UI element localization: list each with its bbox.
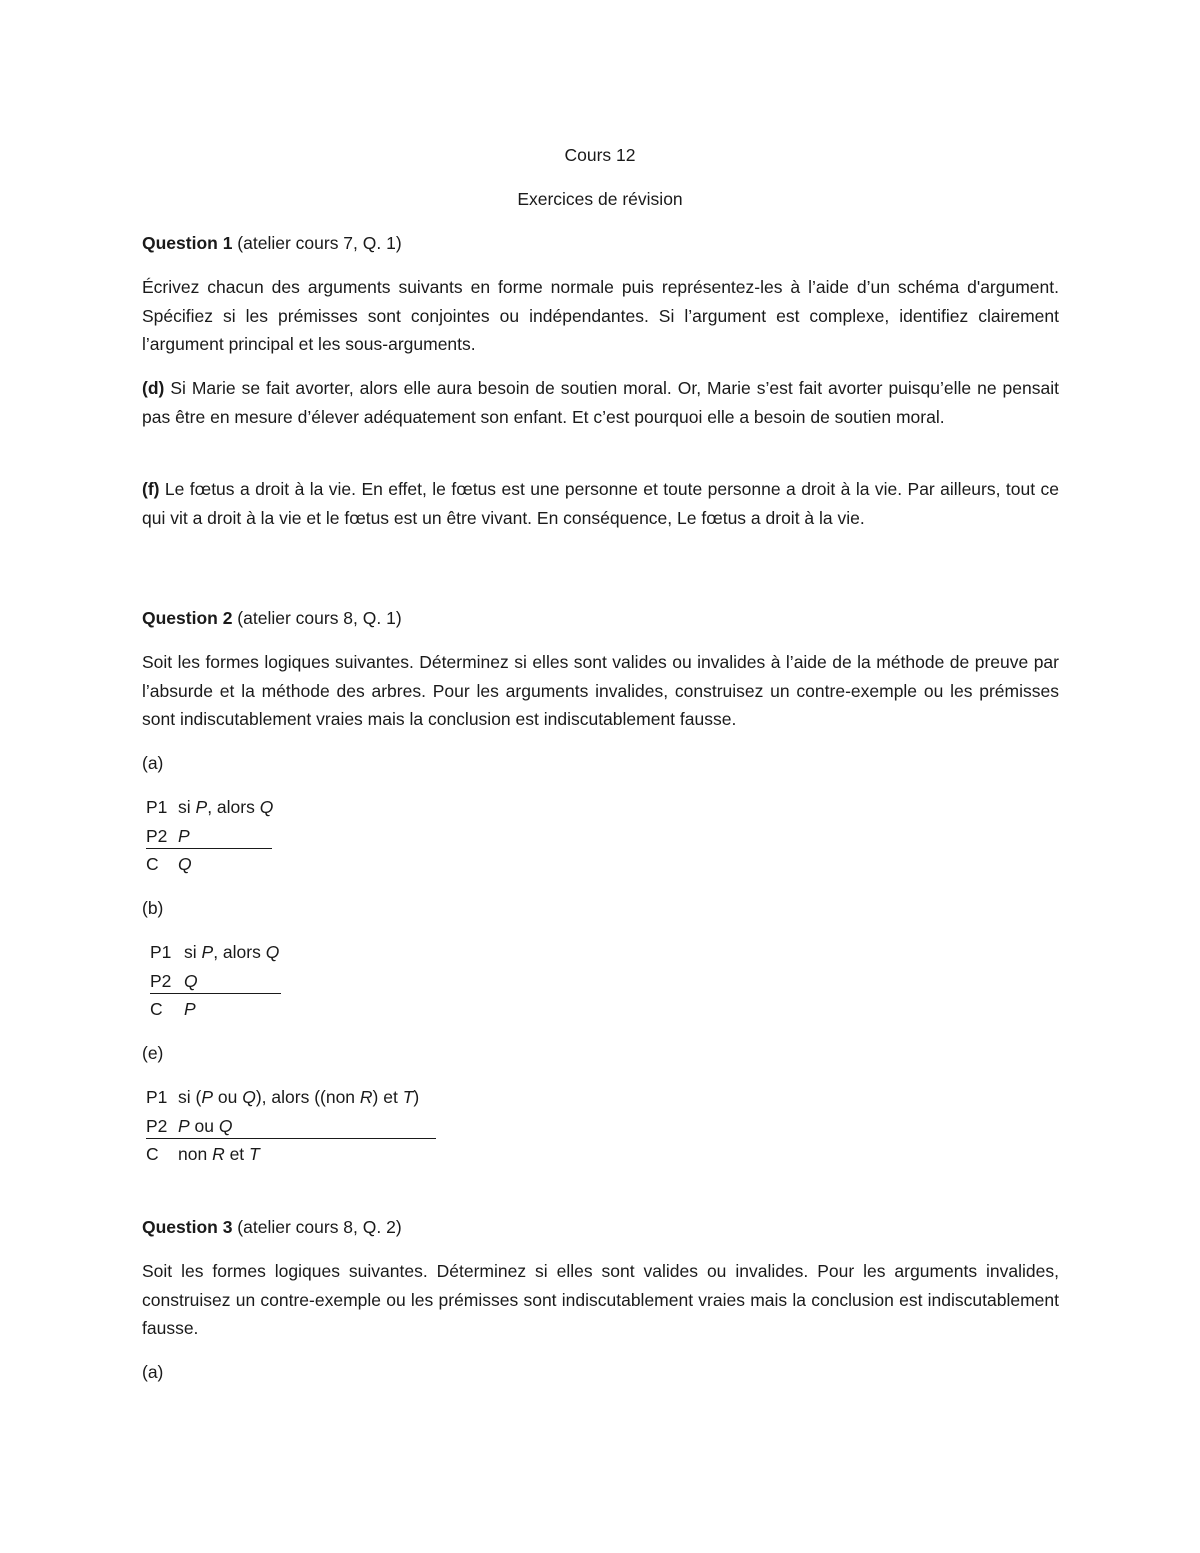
p1-word: ) et bbox=[372, 1087, 403, 1107]
q1-heading-line bbox=[142, 229, 402, 258]
q2-heading: Question 2 bbox=[142, 608, 233, 628]
q1-item-f-label: (f) bbox=[142, 479, 160, 499]
q2-argument-a bbox=[146, 793, 274, 879]
q2-item-e-label: (e) bbox=[142, 1043, 164, 1063]
conclusion-row bbox=[146, 1140, 438, 1169]
p1-word: ) bbox=[413, 1087, 420, 1107]
q3-heading: Question 3 bbox=[142, 1217, 233, 1237]
document-title: Cours 12 bbox=[564, 145, 636, 165]
q3-item-a-label: (a) bbox=[142, 1362, 164, 1382]
p1-var-q: Q bbox=[259, 797, 274, 817]
p1-var-p: P bbox=[201, 942, 214, 962]
q1-instructions: Écrivez chacun des arguments suivants en forme normale puis représentez-les à l’aide d’un schéma d'argument. Spécifiez si les prémisses sont conjointes ou indépendantes. Si l’argument est complexe, identifiez clairement l’argument principal et les sous-arguments. bbox=[142, 277, 1059, 354]
q2-heading-line bbox=[142, 604, 402, 633]
p1-var-q: Q bbox=[265, 942, 280, 962]
q1-item-d-text: Si Marie se fait avorter, alors elle aura besoin de soutien moral. Or, Marie s’est fait avorter puisqu’elle ne pensait pas être en mesure d’élever adéquatement son enfant. Et c’est pourquoi elle a besoin de soutien moral. bbox=[142, 378, 1059, 427]
p2-var-p: P bbox=[178, 1115, 190, 1136]
premise-1-row bbox=[146, 793, 274, 822]
conclusion-label: C bbox=[146, 854, 159, 874]
q2-instructions: Soit les formes logiques suivantes. Déterminez si elles sont valides ou invalides à l’aide de la méthode de preuve par l’absurde et la méthode des arbres. Pour les arguments invalides, construisez un contre-exemple ou les prémisses sont indiscutablement vraies mais la conclusion est indiscutablement fausse. bbox=[142, 652, 1059, 729]
q2-item-a-label: (a) bbox=[142, 753, 164, 773]
p1-word: si bbox=[184, 942, 202, 962]
premise-1-row bbox=[150, 938, 282, 967]
p1-word: si bbox=[178, 797, 196, 817]
c-var-r: R bbox=[212, 1144, 225, 1164]
conclusion-text: Q bbox=[178, 854, 192, 874]
q1-item-f-text: Le fœtus a droit à la vie. En effet, le fœtus est une personne et toute personne a droit à la vie. Par ailleurs, tout ce qui vit a droit à la vie et le fœtus est un être vivant. En conséquence, Le fœtus a droit à la vie. bbox=[142, 479, 1059, 528]
premise-1-row bbox=[146, 1083, 438, 1112]
p1-word: , alors bbox=[213, 942, 266, 962]
q1-reference: (atelier cours 7, Q. 1) bbox=[232, 233, 402, 253]
premise-2-text: Q bbox=[184, 970, 198, 991]
conclusion-label: C bbox=[146, 1144, 159, 1164]
q1-item-d-label: (d) bbox=[142, 378, 165, 398]
conclusion-rule bbox=[150, 993, 281, 994]
p1-word: ou bbox=[213, 1087, 243, 1107]
p1-var-p: P bbox=[201, 1087, 214, 1107]
p2-var-q: Q bbox=[218, 1115, 233, 1136]
q1-item-f bbox=[142, 475, 1059, 532]
c-word: et bbox=[224, 1144, 250, 1164]
conclusion-row bbox=[150, 995, 282, 1024]
c-word: non bbox=[178, 1144, 213, 1164]
q2-argument-b bbox=[150, 938, 282, 1024]
premise-1-text bbox=[178, 793, 273, 822]
conclusion-label: C bbox=[150, 999, 163, 1019]
premise-1-label: P1 bbox=[150, 942, 172, 962]
q3-instructions: Soit les formes logiques suivantes. Déterminez si elles sont valides ou invalides. Pour les arguments invalides, construisez un contre-exemple ou les prémisses sont indiscutablement vraies mais la conclusion est indiscutablement fausse. bbox=[142, 1261, 1059, 1338]
p1-var-t: T bbox=[402, 1087, 414, 1107]
q3-reference: (atelier cours 8, Q. 2) bbox=[232, 1217, 402, 1237]
premise-1-label: P1 bbox=[146, 1087, 168, 1107]
conclusion-rule bbox=[146, 1138, 436, 1139]
premise-1-text bbox=[178, 1083, 419, 1112]
premise-2-label: P2 bbox=[146, 1115, 168, 1136]
q3-heading-line bbox=[142, 1213, 402, 1242]
p2-word: ou bbox=[189, 1115, 219, 1136]
p1-word: ), alors ((non bbox=[255, 1087, 360, 1107]
p1-var-p: P bbox=[195, 797, 208, 817]
q2-item-b-label: (b) bbox=[142, 898, 164, 918]
p1-word: , alors bbox=[207, 797, 260, 817]
q2-argument-e bbox=[146, 1083, 438, 1169]
q1-item-d bbox=[142, 374, 1059, 431]
conclusion-row bbox=[146, 850, 274, 879]
conclusion-text: P bbox=[184, 999, 196, 1019]
p1-word: si ( bbox=[178, 1087, 202, 1107]
premise-1-label: P1 bbox=[146, 797, 168, 817]
premise-2-row bbox=[146, 822, 274, 851]
q1-heading: Question 1 bbox=[142, 233, 233, 253]
q2-reference: (atelier cours 8, Q. 1) bbox=[232, 608, 402, 628]
premise-2-text: P bbox=[178, 825, 190, 846]
c-var-t: T bbox=[249, 1144, 260, 1164]
conclusion-text bbox=[178, 1140, 260, 1169]
premise-1-text bbox=[184, 938, 279, 967]
premise-2-row bbox=[150, 967, 282, 996]
document-subtitle: Exercices de révision bbox=[517, 189, 683, 209]
premise-2-label: P2 bbox=[150, 970, 172, 991]
premise-2-row bbox=[146, 1112, 438, 1141]
premise-2-label: P2 bbox=[146, 825, 168, 846]
premise-2-text bbox=[178, 1112, 233, 1141]
p1-var-q: Q bbox=[242, 1087, 256, 1107]
p1-var-r: R bbox=[359, 1087, 373, 1107]
conclusion-rule bbox=[146, 848, 272, 849]
